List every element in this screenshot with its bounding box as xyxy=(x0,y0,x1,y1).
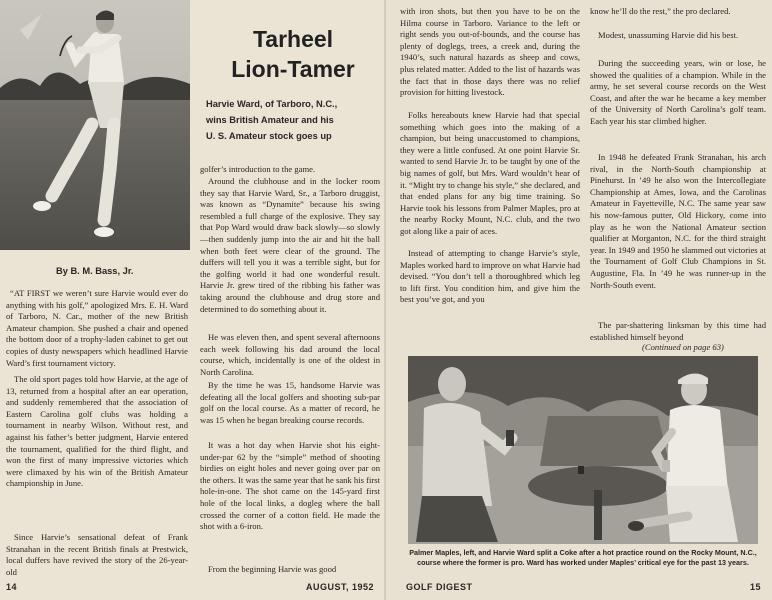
body-paragraph: Around the clubhouse and in the locker room they say that Harvie Ward, Sr., a Tarboro druggist, was known as “Dynamite” because his swing resembled a full charge of the explosive. They say that Pop Ward would draw back slowly—so slowly—then suddenly jump into the air and hit the ball when both feet were clear of the ground. The duffers will tell you it was a terrible sight, but for the golfing world it had one wonderful result. Harvie Jr. grew tired of the ribbing his father was taking around the clubhouse and drug store and determined to do something about it. xyxy=(200,176,380,314)
body-paragraph: Folks hereabouts knew Harvie had that special something which goes into the making of a champion, but being unaccustomed to champions, they were a little confused. At one point Harvie Sr. wanted to send Harvie Jr. to be taught by one of the big names of golf, but Mrs. Ward wouldn’t hear of it. “Might try to change his style,” she declared, and that ended plans for any big time training. So Harvie took his lessons from Palmer Maples, pro at the nearby Rocky Mount, N.C. club, and the two got along like a pair of aces. xyxy=(400,110,580,236)
body-paragraph: “AT FIRST we weren’t sure Harvie would ever do anything with his golf,” apologized Mrs. E. H. Ward of Tarboro, N. Car., mother of the new British Amateur champion. She pushed a chair and opened the bottom door of a trophy-laden cabinet to get out copies of dusty newspapers which headlined Harvie Ward’s first tournament victory. xyxy=(6,288,188,368)
byline: By B. M. Bass, Jr. xyxy=(56,266,134,276)
article-title-line-2: Lion-Tamer xyxy=(231,56,355,82)
page-number-left: 14 xyxy=(6,582,18,592)
body-paragraph: He was eleven then, and spent several afternoons each week following his dad around the local course, which, incidentally is one of the oldest in North Carolina. xyxy=(200,332,380,377)
photo-caption: Palmer Maples, left, and Harvie Ward split a Coke after a hot practice round on the Rocky Mount, N.C., course where the former is pro. Ward has worked under Maples’ critical eye for the past 13 years. xyxy=(409,548,757,567)
body-paragraph: From the beginning Harvie was good xyxy=(208,564,337,574)
continued-note: (Continued on page 63) xyxy=(642,342,724,352)
body-paragraph: with iron shots, but then you have to be on the Hilma course in Tarboro. Variance to the left or right sends you out-of-bounds, and the course has plenty of doglegs, trees, a creek and, during the 1940’s, such natural hazards as sheep and cows, plus related matter. Added to the list of hazards was the fact that in those days there was no relief provision for hitting livestock. xyxy=(400,6,580,98)
maples-ward-illustration xyxy=(408,356,758,544)
right-page xyxy=(386,0,772,600)
body-paragraph: Instead of attempting to change Harvie’s style, Maples worked hard to improve on what Harvie had devised. “You don’t tell a thoroughbred which leg to lift first. You condition him, and give him the best you’ve got, and you xyxy=(400,248,580,305)
body-paragraph: By the time he was 15, handsome Harvie was defeating all the local golfers and shooting sub-par golf on the local course. As a matter of record, he was 15 when he began breaking course records. xyxy=(200,380,380,425)
body-paragraph: In 1948 he defeated Frank Stranahan, his arch rival, in the North-South championship at Pinehurst. In ’49 he also won the Intercollegiate Championship at Ames, Iowa, and the Carolinas Amateur in Fayetteville, N.C. The same year saw his now-famous putter, Old Hickory, come into play as he won the National Amateur section qualifier at Morganton, N.C. for the third straight year. In 1949 and 1950 he slammed out victories at the Tournament of Golf Club Champions in St. Augustine, Fla. In ’49 he was runner-up in the North-South event. xyxy=(590,152,766,290)
golfer-swing-illustration xyxy=(0,0,190,250)
page-number-right: 15 xyxy=(750,582,762,592)
subtitle-line: wins British Amateur and his xyxy=(206,115,334,125)
article-title-line-1: Tarheel xyxy=(252,26,334,52)
body-paragraph: The old sport pages told how Harvie, at the age of 13, returned from a hospital after an ear operation, and suddenly remembered that the association of Eastern Carolina golf clubs was holding a tournament in nearby Wilson. Without rest, and against his father’s better judgment, Harvie entered the tournament, qualified for the third flight, and won the first of many impressive victories which were climaxed by his win of the British Amateur championship in June. xyxy=(6,374,188,489)
subtitle-line: U. S. Amateur stock goes up xyxy=(206,131,332,141)
body-paragraph: golfer’s introduction to the game. xyxy=(200,164,316,174)
maples-ward-photo xyxy=(408,356,758,544)
body-paragraph: Since Harvie’s sensational defeat of Frank Stranahan in the recent British finals at Prestwick, local duffers have revived the story of the 26-year-old xyxy=(6,532,188,577)
body-paragraph: It was a hot day when Harvie shot his eight-under-par 62 by the “simple” method of shooting birdies on eight holes and never going over par on the others. It was the same year that he sank his first hole-in-one. The shot came on the 145-yard first hole of the local links, a dogleg where the ball crossed the corner of a cotton field. He made the shot with a 6-iron. xyxy=(200,440,380,532)
golfer-swing-photo xyxy=(0,0,190,250)
magazine-name: GOLF DIGEST xyxy=(406,582,473,592)
subtitle-line: Harvie Ward, of Tarboro, N.C., xyxy=(206,99,338,109)
issue-date: AUGUST, 1952 xyxy=(306,582,375,592)
body-paragraph: The par-shattering linksman by this time had established himself beyond xyxy=(590,320,766,342)
body-paragraph: During the succeeding years, win or lose, he showed the qualities of a champion. While in the army, he set several course records on the West Coast, and after the war he became a key member of the University of North Carolina’s golf team. Each year his star climbed higher. xyxy=(590,58,766,126)
body-paragraph: Modest, unassuming Harvie did his best. xyxy=(598,30,739,40)
body-paragraph: know he’ll do the rest,” the pro declared. xyxy=(590,6,731,16)
